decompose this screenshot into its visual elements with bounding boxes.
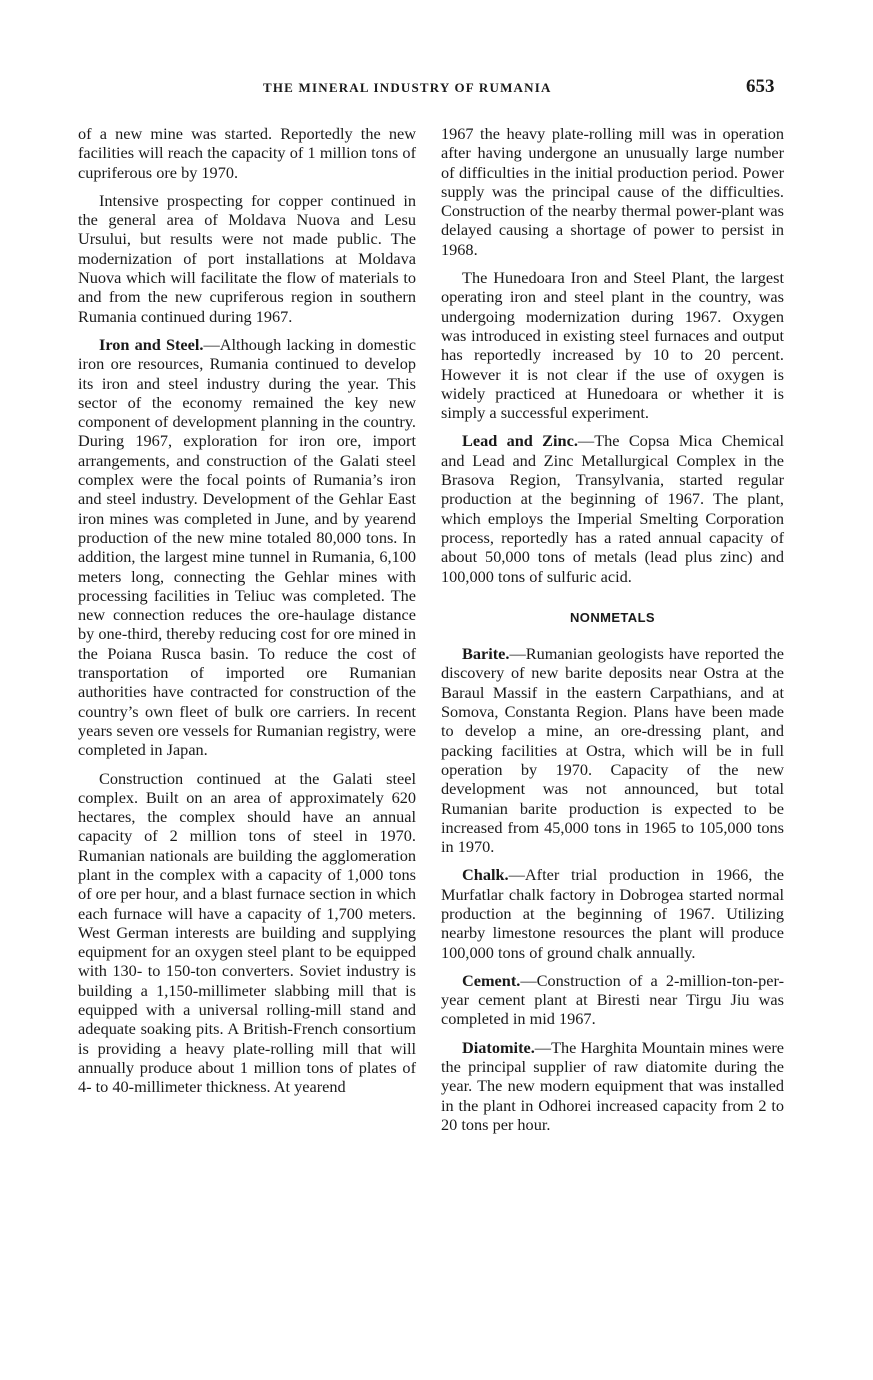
lead-zinc-text: —The Copsa Mica Chemical and Lead and Zinc Metallurgical Complex in the Brasova Region, Transylvania, started regular production at the beginning of 1967. The plant, which employs the Imperial Smelting Corporation process, reportedly has a rated annual capacity of about 50,000 tons of metals (lead plus zinc) and 100,000 tons of sulfuric acid. (441, 431, 784, 586)
runin-heading-cement: Cement. (462, 970, 521, 990)
paragraph-mine-capacity: of a new mine was started. Reportedly the new facilities will reach the capacity of 1 million tons of cupriferous ore by 1970. (78, 124, 416, 182)
iron-steel-text: —Although lacking in domestic iron ore resources, Rumania continued to develop its iron and steel industry during the year. This sector of the economy remained the key new component of development planning in the country. During 1967, exploration for iron ore, import arrangements, and construction of the Galati steel complex were the focal points of Rumania’s iron and steel industry. Development of the Gehlar East iron mines was completed in June, and by yearend production of the new mine totaled 80,000 tons. In addition, the largest mine tunnel in Rumania, 6,100 meters long, connecting the Gehlar mines with processing facilities in Teliuc was completed. The new connection reduces the ore-haulage distance by one-third, thereby reducing cost for ore mined in the Poiana Rusca basin. To reduce the cost of transportation of imported ore Rumanian authorities have contracted for construction of the country’s own fleet of bulk ore carriers. In recent years seven ore vessels for Rumanian registry, were completed in Japan. (78, 334, 416, 760)
left-column (78, 124, 416, 1106)
runin-heading-iron-steel: Iron and Steel. (99, 334, 204, 354)
runin-heading-barite: Barite. (462, 644, 510, 664)
section-heading-nonmetals: NONMETALS (570, 609, 655, 625)
paragraph-plate-mill: 1967 the heavy plate-rolling mill was in operation after having undergone an unusually large number of difficulties in the initial production period. Power supply was the principal cause of the difficulties. Construction of the nearby thermal power-plant was delayed causing a shortage of power to persist in 1968. (441, 124, 784, 259)
paragraph-hunedoara: The Hunedoara Iron and Steel Plant, the largest operating iron and steel plant in the country, was undergoing modernization during 1967. Oxygen was introduced in existing steel furnaces and output has reportedly increased by 10 to 20 percent. However it is not clear if the use of oxygen is widely practiced at Hunedoara or whether it is simply a successful experiment. (441, 268, 784, 423)
paragraph-copper-prospecting: Intensive prospecting for copper continued in the general area of Moldava Nuova and Lesu Ursului, but results were not made public. The modernization of port installations at Moldava Nuova which will facilitate the flow of materials to and from the new cupriferous region in southern Rumania continued during 1967. (78, 190, 416, 326)
runin-heading-chalk: Chalk. (462, 865, 509, 885)
paragraph-barite (441, 644, 784, 856)
cement-text: —Construction of a 2-million-ton-per-year cement plant at Biresti near Tirgu Jiu was completed in mid 1967. (441, 970, 784, 1029)
page-number: 653 (746, 76, 775, 97)
runin-heading-diatomite: Diatomite. (462, 1037, 535, 1057)
paragraph-galati-complex: Construction continued at the Galati steel complex. Built on an area of approximately 620 hectares, the complex should have an annual capacity of 2 million tons of steel in 1970. Rumanian nationals are building the agglomeration plant in the complex with a capacity of 1,000 tons of ore per hour, and a blast furnace section in which each furnace will have a capacity of 1,700 meters. West German interests are building and supplying equipment for an oxygen steel plant to be equipped with 130- to 150-ton converters. Soviet industry is building a 1,150-millimeter slabbing mill that is equipped with a universal rolling-mill stand and adequate soaking pits. A British-French consortium is providing a heavy plate-rolling mill that will annually produce about 1 million tons of plates of 4- to 40-millimeter thickness. At yearend (78, 768, 416, 1097)
diatomite-text: —The Harghita Mountain mines were the principal supplier of raw diatomite during the year. The new modern equipment that was installed in the plant in Odhorei increased capacity from 2 to 20 tons per hour. (441, 1037, 784, 1134)
running-head: THE MINERAL INDUSTRY OF RUMANIA (263, 80, 552, 95)
paragraph-chalk (441, 865, 784, 961)
paragraph-lead-zinc (441, 431, 784, 585)
right-column (441, 124, 784, 1143)
paragraph-iron-steel (78, 335, 416, 760)
runin-heading-lead-zinc: Lead and Zinc. (462, 431, 578, 451)
barite-text: —Rumanian geologists have reported the discovery of new barite deposits near Ostra at the Baraul Massif in the eastern Carpathians, and at Somova, Constanta Region. Plans have been made to develop a mine, an ore-dressing plant, and packing facilities at Ostra, which will be in full operation by 1970. Capacity of the new development was not announced, but total Rumanian barite production is expected to be increased from 45,000 tons in 1965 to 105,000 tons in 1970. (441, 644, 784, 857)
chalk-text: —After trial production in 1966, the Murfatlar chalk factory in Dobrogea started normal production at the beginning of 1967. Utilizing nearby limestone resources the plant will produce 100,000 tons of ground chalk annually. (441, 865, 784, 962)
paragraph-cement (441, 971, 784, 1029)
paragraph-diatomite (441, 1038, 784, 1134)
